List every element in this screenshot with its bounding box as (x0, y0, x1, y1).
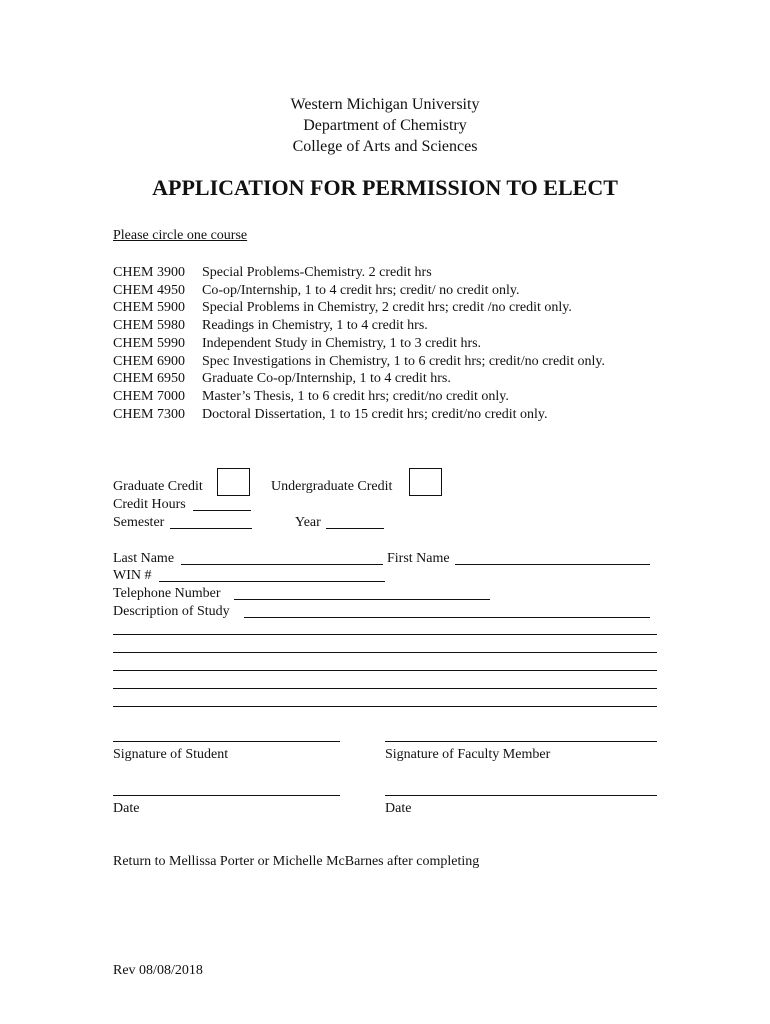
return-note: Return to Mellissa Porter or Michelle McBarnes after completing (113, 854, 480, 869)
first-name-label: First Name (387, 551, 450, 566)
course-description: Doctoral Dissertation, 1 to 15 credit hrs; credit/no credit only. (202, 406, 548, 422)
undergraduate-credit-checkbox[interactable] (409, 468, 442, 496)
course-code: CHEM 6950 (113, 371, 185, 387)
description-label: Description of Study (113, 604, 230, 619)
faculty-date-field[interactable] (385, 795, 657, 796)
telephone-field[interactable] (234, 599, 490, 600)
win-label: WIN # (113, 568, 152, 583)
last-name-label: Last Name (113, 551, 175, 566)
credit-hours-label: Credit Hours (113, 497, 186, 512)
course-option[interactable] (113, 282, 520, 300)
graduate-credit-checkbox[interactable] (217, 468, 250, 496)
description-line[interactable] (113, 670, 657, 671)
win-field[interactable] (159, 581, 385, 582)
undergraduate-credit-label: Undergraduate Credit (271, 479, 393, 494)
faculty-signature-field[interactable] (385, 741, 657, 742)
graduate-credit-label: Graduate Credit (113, 479, 203, 494)
first-name-field[interactable] (455, 564, 650, 565)
course-option[interactable] (113, 335, 481, 353)
course-code: CHEM 5980 (113, 318, 185, 334)
course-description: Spec Investigations in Chemistry, 1 to 6 credit hrs; credit/no credit only. (202, 353, 605, 369)
description-line[interactable] (113, 634, 657, 635)
course-description: Readings in Chemistry, 1 to 4 credit hrs. (202, 318, 428, 334)
credit-hours-field[interactable] (193, 510, 251, 511)
student-signature-label: Signature of Student (113, 747, 229, 762)
description-line[interactable] (113, 688, 657, 689)
student-signature-field[interactable] (113, 741, 340, 742)
semester-field[interactable] (170, 528, 252, 529)
course-description: Graduate Co-op/Internship, 1 to 4 credit hrs. (202, 371, 451, 387)
course-code: CHEM 6900 (113, 353, 185, 369)
course-option[interactable] (113, 370, 451, 388)
course-code: CHEM 7000 (113, 388, 185, 404)
course-code: CHEM 5900 (113, 300, 185, 316)
semester-label: Semester (113, 515, 165, 530)
university-name: Western Michigan University (290, 96, 480, 113)
telephone-label: Telephone Number (113, 586, 221, 601)
course-code: CHEM 5990 (113, 335, 185, 351)
faculty-date-label: Date (385, 801, 412, 816)
course-description: Independent Study in Chemistry, 1 to 3 credit hrs. (202, 335, 482, 351)
description-line[interactable] (113, 652, 657, 653)
course-description: Special Problems in Chemistry, 2 credit hrs; credit /no credit only. (202, 300, 572, 316)
last-name-field[interactable] (181, 564, 383, 565)
course-option[interactable] (113, 388, 509, 406)
faculty-signature-label: Signature of Faculty Member (385, 747, 551, 762)
department-name: Department of Chemistry (303, 117, 467, 134)
course-option[interactable] (113, 264, 432, 282)
instruction-text: Please circle one course (113, 228, 248, 243)
course-description: Special Problems-Chemistry. 2 credit hrs (202, 265, 432, 280)
course-code: CHEM 4950 (113, 282, 185, 298)
student-date-label: Date (113, 801, 140, 816)
description-line[interactable] (113, 706, 657, 707)
course-code: CHEM 7300 (113, 406, 185, 422)
description-field[interactable] (244, 617, 650, 618)
course-option[interactable] (113, 317, 428, 335)
college-name: College of Arts and Sciences (292, 138, 478, 155)
form-title: APPLICATION FOR PERMISSION TO ELECT (152, 175, 618, 200)
year-label: Year (295, 515, 321, 530)
course-description: Master’s Thesis, 1 to 6 credit hrs; credit/no credit only. (202, 388, 509, 404)
revision-date: Rev 08/08/2018 (113, 963, 203, 978)
student-date-field[interactable] (113, 795, 340, 796)
course-code: CHEM 3900 (113, 265, 185, 280)
course-option[interactable] (113, 299, 572, 317)
year-field[interactable] (326, 528, 384, 529)
course-option[interactable] (113, 406, 548, 424)
course-option[interactable] (113, 353, 605, 371)
course-description: Co-op/Internship, 1 to 4 credit hrs; credit/ no credit only. (202, 282, 520, 298)
